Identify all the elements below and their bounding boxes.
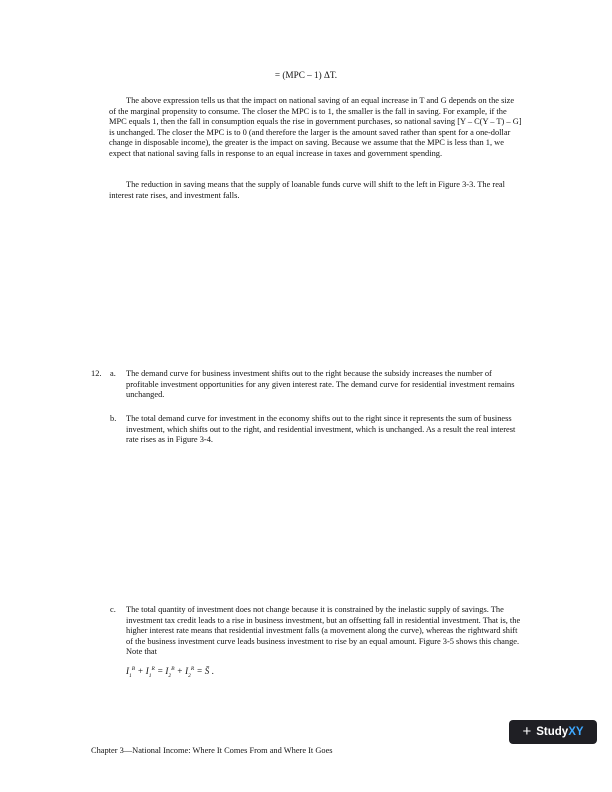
studyxy-badge[interactable] (509, 720, 597, 744)
paragraph-loanable-funds: The reduction in saving means that the supply of loanable funds curve will shift to the left in Figure 3-3. The real interest rate rises, and investment falls. (109, 180, 505, 200)
investment-equality-formula (126, 666, 214, 679)
part-b-label: b. (110, 414, 117, 423)
top-equation: = (MPC – 1) ΔT. (274, 70, 338, 80)
part-a-label: a. (110, 369, 116, 378)
badge-text (536, 726, 583, 738)
plus-icon: + (522, 723, 532, 740)
part-c-label: c. (110, 605, 116, 614)
badge-xy: XY (568, 726, 584, 738)
part-a-text: The demand curve for business investment shifts out to the right because the subsidy increases the number of profitable investment opportunities for any given interest rate. The demand curve for residential investment remains unchanged. (126, 369, 515, 400)
paragraph-mpc-explanation: The above expression tells us that the impact on national saving of an equal increase in T and G depends on the size of the marginal propensity to consume. The closer the MPC is to 1, the smaller is the fall in saving. For example, if the MPC equals 1, then the fall in consumption equals the rise in government purchases, so national saving [Y – C(Y – T) – G] is unchanged. The closer the MPC is to 0 (and therefore the larger is the amount saved rather than spent for a one-dollar change in disposable income), the greater is the impact on saving. Because we assume that the MPC is less than 1, we expect that national saving falls in response to an equal increase in taxes and government spending. (109, 96, 522, 158)
chapter-footer: Chapter 3—National Income: Where It Comes From and Where It Goes (91, 746, 333, 755)
badge-study: Study (536, 726, 569, 738)
question-number: 12. (91, 369, 102, 378)
formula-text: $I_1^B + I_1^R = I_2^B + I_2^R$ = S̄ . (126, 666, 214, 679)
part-c-text: The total quantity of investment does not change because it is constrained by the inelastic supply of savings. The investment tax credit leads to a rise in business investment, but an offsetting fall in residential investment. That is, the higher interest rate means that residential investment falls (a movement along the curve), whereas the rightward shift of the business investment curve leads business investment to rise by an equal amount. Figure 3-5 shows this change. Note that (126, 605, 521, 657)
part-b-text: The total demand curve for investment in the economy shifts out to the right since it represents the sum of business investment, which shifts out to the right, and residential investment, which is unchanged. As a result the real interest rate rises as in Figure 3-4. (126, 414, 516, 445)
